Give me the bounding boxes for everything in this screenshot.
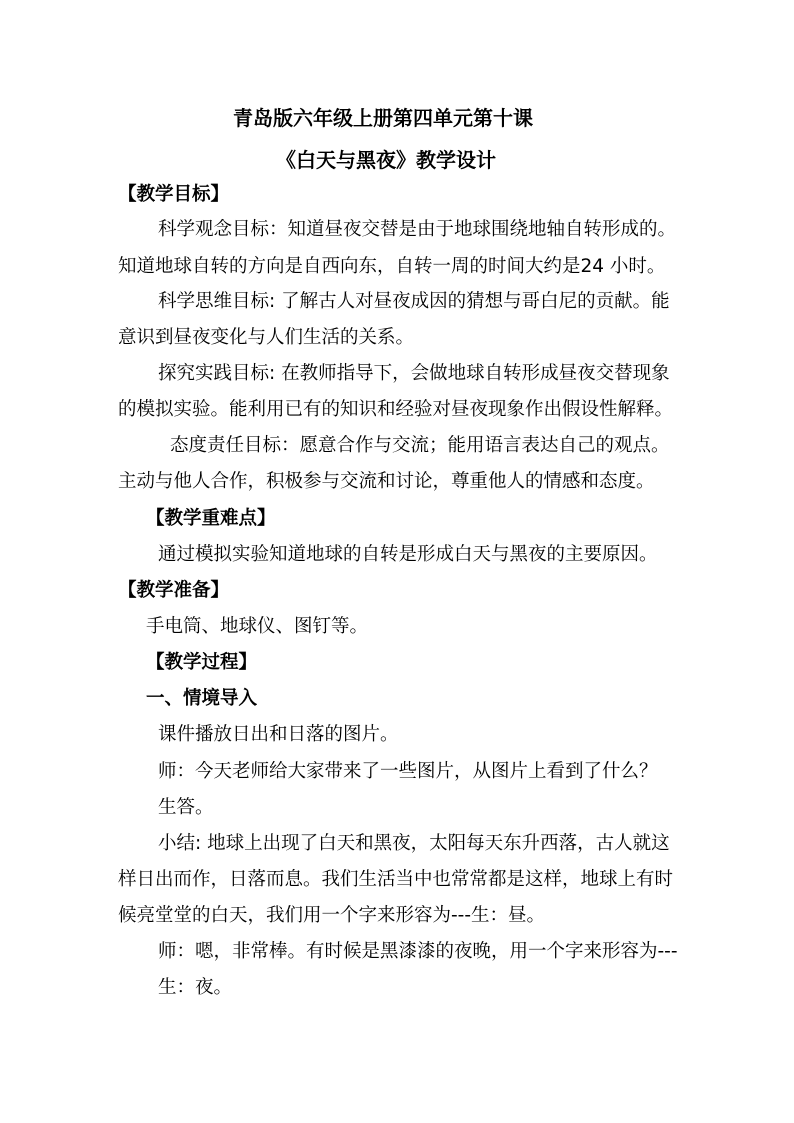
step1-heading: 一、情境导入: [146, 688, 258, 709]
process-heading: 【教学过程】: [146, 652, 258, 673]
step1-line: 候亮堂堂的白天，我们用一个字来形容为---生：昼。: [118, 905, 546, 926]
step1-line: 生：夜。: [158, 977, 233, 998]
step1-line: 师：今天老师给大家带来了一些图片，从图片上看到了什么？: [158, 761, 658, 782]
step1-line: 生答。: [158, 797, 214, 818]
goals-line: 意识到昼夜变化与人们生活的关系。: [118, 327, 415, 348]
goals-line: 主动与他人合作，积极参与交流和讨论，尊重他人的情感和态度。: [118, 471, 655, 492]
goals-line: 探究实践目标: 在教师指导下，会做地球自转形成昼夜交替现象: [158, 363, 670, 384]
step1-line: 样日出而作，日落而息。我们生活当中也常常都是这样，地球上有时: [118, 869, 674, 890]
goals-line: 知道地球自转的方向是自西向东，自转一周的时间大约是24 小时。: [118, 256, 666, 277]
goals-line: 的模拟实验。能利用已有的知识和经验对昼夜现象作出假设性解释。: [118, 399, 674, 420]
preparation-heading: 【教学准备】: [118, 580, 230, 601]
document-title-line1: 青岛版六年级上册第四单元第十课: [233, 106, 533, 130]
preparation-text: 手电筒、地球仪、图钉等。: [146, 616, 369, 637]
goals-line: 态度责任目标：愿意合作与交流；能用语言表达自己的观点。: [170, 435, 670, 456]
goals-line: 科学观念目标：知道昼夜交替是由于地球围绕地轴自转形成的。: [158, 219, 677, 240]
step1-line: 小结: 地球上出现了白天和黑夜，太阳每天东升西落，古人就这: [158, 833, 670, 854]
step1-line: 课件播放日出和日落的图片。: [158, 724, 399, 745]
goals-heading: 【教学目标】: [118, 184, 230, 205]
document-title-line2: 《白天与黑夜》教学设计: [276, 148, 496, 172]
key-points-text: 通过模拟实验知道地球的自转是形成白天与黑夜的主要原因。: [158, 544, 658, 565]
step1-line: 师：嗯，非常棒。有时候是黑漆漆的夜晚，用一个字来形容为---: [158, 941, 678, 962]
key-points-heading: 【教学重难点】: [146, 508, 276, 529]
goals-line: 科学思维目标: 了解古人对昼夜成因的猜想与哥白尼的贡献。能: [158, 291, 670, 312]
